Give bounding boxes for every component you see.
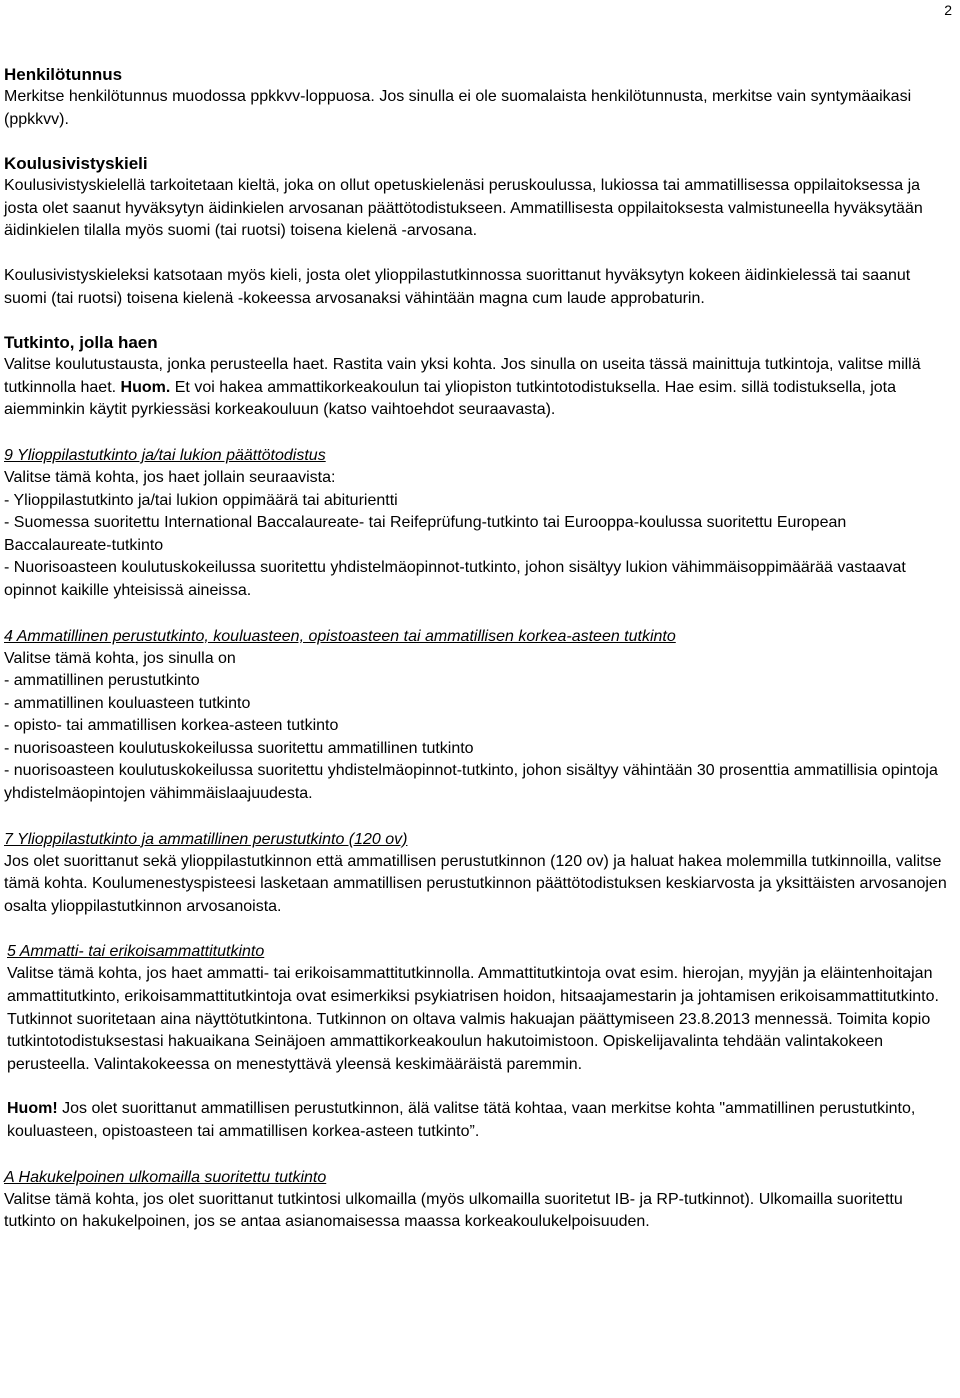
- paragraph: Merkitse henkilötunnus muodossa ppkkvv-loppuosa. Jos sinulla ei ole suomalaista henkilötunnusta, merkitse vain syntymäaikasi (ppkkvv).: [4, 88, 912, 128]
- list-item: - opisto- tai ammatillisen korkea-asteen tutkinto: [4, 717, 339, 735]
- paragraph: Koulusivistyskielellä tarkoitetaan kieltä, joka on ollut opetuskielenäsi peruskoulussa, lukiossa tai ammatillisessa oppilaitoksessa ja josta olet saanut hyväksytyn äidinkielen arvosanan päättötodistukseen. Ammatillisesta oppilaitoksesta valmistuneella hyväksytään äidinkielen tilalla myös suomi (tai ruotsi) toisena kielenä -arvosana.: [4, 177, 923, 240]
- option-title: 9 Ylioppilastutkinto ja/tai lukion päättötodistus: [4, 446, 326, 464]
- option-a: [4, 1166, 956, 1234]
- document-body: [4, 64, 956, 1234]
- paragraph: Valitse tämä kohta, jos olet suorittanut tutkintosi ulkomailla (myös ulkomailla suoritetut IB- ja RP-tutkinnot). Ulkomailla suoritettu tutkinto on hakukelpoinen, jos se antaa asianomaisessa maassa korkeakoulukelpoisuuden.: [4, 1190, 903, 1231]
- section-koulusivistyskieli: [4, 153, 956, 310]
- paragraph: Valitse tämä kohta, jos haet ammatti- tai erikoisammattitutkinnolla. Ammattitutkintoja ovat esim. hierojan, myyjän ja eläintenhoitajan ammattitutkinto, erikoisammattitutkintoja ovat esimerkiksi psykiatrisen hoidon, hitsaajamestarin ja johtamisen erikoisammattitutkinto. Tutkinnot suoritetaan aina näyttötutkintona. Tutkinnon on oltava valmis hakuajan päättymiseen 23.8.2013 mennessä. Toimita kopio tutkintotodistuksestasi hakuaikana Seinäjoen ammattikorkeakoulun hakutoimistoon. Opiskelijavalinta tehdään valintakokeen perusteella. Valintakokeessa on menestyttävä yleensä keskimääräistä paremmin.: [7, 965, 939, 1073]
- huom-label: Huom!: [7, 1100, 58, 1118]
- option-9: [4, 444, 956, 603]
- option-5: [4, 940, 956, 1076]
- section-tutkinto: [4, 332, 956, 422]
- option-intro: Valitse tämä kohta, jos haet jollain seuraavista:: [4, 468, 336, 486]
- huom-label: Huom.: [120, 378, 171, 396]
- option-7: [4, 828, 956, 919]
- paragraph: Valitse koulutustausta, jonka perusteella haet. Rastita vain yksi kohta. Jos sinulla on useita tässä mainittuja tutkintoja, valitse millä tutkinnolla haet. Huom. Et voi hakea ammattikorkeakoulun tai yliopiston tutkintotodistuksella. Hae esim. sillä todistuksella, jota aiemminkin käytit pyrkiessäsi korkeakouluun (katso vaihtoehdot seuraavasta).: [4, 356, 921, 419]
- option-title: 5 Ammatti- tai erikoisammattitutkinto: [7, 943, 265, 961]
- list-item: - nuorisoasteen koulutuskokeilussa suoritettu ammatillinen tutkinto: [4, 739, 474, 757]
- option-4: [4, 625, 956, 806]
- page-number: 2: [944, 2, 952, 18]
- list-item: - ammatillinen kouluasteen tutkinto: [4, 694, 251, 712]
- paragraph: Huom! Jos olet suorittanut ammatillisen perustutkinnon, älä valitse tätä kohtaa, vaan merkitse kohta "ammatillinen perustutkinto, kouluasteen, opistoasteen tai ammatillisen korkea-asteen tutkinto”.: [7, 1100, 916, 1140]
- option-title: 4 Ammatillinen perustutkinto, kouluasteen, opistoasteen tai ammatillisen korkea-asteen tutkinto: [4, 627, 676, 645]
- list-item: - ammatillinen perustutkinto: [4, 672, 200, 690]
- section-heading: Tutkinto, jolla haen: [4, 333, 158, 353]
- option-title: 7 Ylioppilastutkinto ja ammatillinen perustutkinto (120 ov): [4, 830, 408, 848]
- option-title: A Hakukelpoinen ulkomailla suoritettu tutkinto: [4, 1168, 327, 1186]
- paragraph: Jos olet suorittanut sekä ylioppilastutkinnon että ammatillisen perustutkinnon (120 ov) ja haluat hakea molemmilla tutkinnoilla, valitse tämä kohta. Koulumenestyspisteesi lasketaan ammatillisen perustutkinnon päättötodistuksen keskiarvosta ja yksittäisten arvosanojen osalta ylioppilastutkinnon arvosanoista.: [4, 852, 947, 915]
- option-intro: Valitse tämä kohta, jos sinulla on: [4, 649, 236, 667]
- list-item: - Ylioppilastutkinto ja/tai lukion oppimäärä tai abiturientti: [4, 491, 398, 509]
- section-heading: Henkilötunnus: [4, 65, 123, 84]
- list-item: - nuorisoasteen koulutuskokeilussa suoritettu yhdistelmäopinnot-tutkinto, johon sisältyy vähintään 30 prosenttia ammatillisia opintoja yhdistelmäopintojen vähimmäislaajuudesta.: [4, 762, 938, 803]
- list-item: - Nuorisoasteen koulutuskokeilussa suoritettu yhdistelmäopinnot-tutkinto, johon sisältyy lukion vähimmäisoppimäärää vastaavat opinnot kaikille yhteisissä aineissa.: [4, 559, 906, 599]
- section-heading: Koulusivistyskieli: [4, 154, 148, 174]
- list-item: - Suomessa suoritettu International Baccalaureate- tai Reifeprüfung-tutkinto tai Eurooppa-koulussa suoritettu European Baccalaureate-tutkinto: [4, 514, 847, 554]
- paragraph: Koulusivistyskieleksi katsotaan myös kieli, josta olet ylioppilastutkinnossa suorittanut hyväksytyn kokeen äidinkielessä tai saanut suomi (tai ruotsi) toisena kielenä -kokeessa arvosanaksi vähintään magna cum laude approbaturin.: [4, 266, 911, 307]
- section-henkilotunnus: [4, 64, 956, 131]
- huom-note: [4, 1098, 956, 1143]
